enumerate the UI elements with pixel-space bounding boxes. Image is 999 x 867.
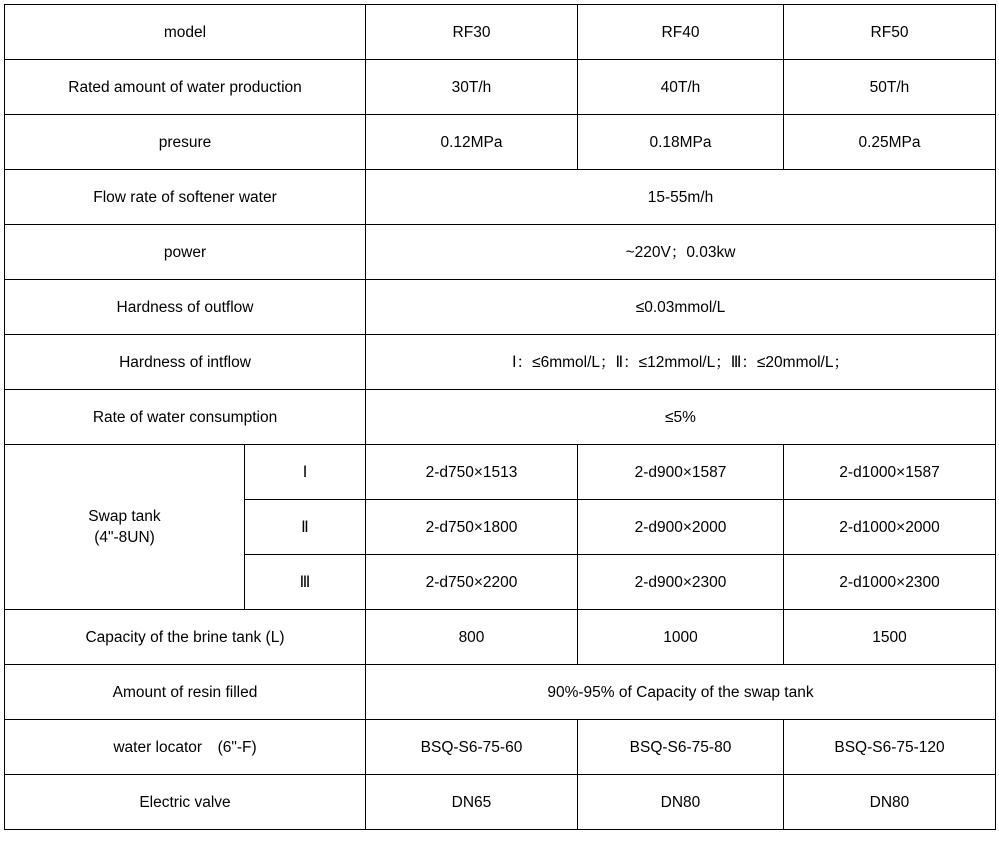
row-label-cell: Electric valve <box>5 775 366 830</box>
row-label-cell: water locator (6"-F) <box>5 720 366 775</box>
model-header-cell: RF40 <box>578 5 784 60</box>
row-label-cell: presure <box>5 115 366 170</box>
value-cell: BSQ-S6-75-60 <box>366 720 578 775</box>
value-cell: 0.18MPa <box>578 115 784 170</box>
value-cell: 2-d1000×1587 <box>784 445 996 500</box>
merged-value-cell: ~220V；0.03kw <box>366 225 996 280</box>
row-label-cell: Rated amount of water production <box>5 60 366 115</box>
value-cell: DN65 <box>366 775 578 830</box>
row-label-cell: power <box>5 225 366 280</box>
table-row <box>5 775 996 830</box>
value-cell: 50T/h <box>784 60 996 115</box>
row-label-cell: Capacity of the brine tank (L) <box>5 610 366 665</box>
row-label-cell: Rate of water consumption <box>5 390 366 445</box>
header-label-cell: model <box>5 5 366 60</box>
swap-tank-label: Swap tank <box>88 508 161 525</box>
table-row <box>5 225 996 280</box>
value-cell: BSQ-S6-75-120 <box>784 720 996 775</box>
model-header-cell: RF50 <box>784 5 996 60</box>
value-cell: 2-d900×2000 <box>578 500 784 555</box>
value-cell: 2-d900×2300 <box>578 555 784 610</box>
grade-cell: Ⅱ <box>245 500 366 555</box>
value-cell: 30T/h <box>366 60 578 115</box>
value-cell: DN80 <box>784 775 996 830</box>
value-cell: 1000 <box>578 610 784 665</box>
table-row <box>5 60 996 115</box>
grade-cell: Ⅲ <box>245 555 366 610</box>
grade-cell: Ⅰ <box>245 445 366 500</box>
model-header-cell: RF30 <box>366 5 578 60</box>
value-cell: DN80 <box>578 775 784 830</box>
table-row <box>5 445 996 500</box>
value-cell: 1500 <box>784 610 996 665</box>
row-label-cell: Hardness of outflow <box>5 280 366 335</box>
value-cell: 0.25MPa <box>784 115 996 170</box>
table-row <box>5 720 996 775</box>
value-cell: 2-d1000×2000 <box>784 500 996 555</box>
value-cell: 40T/h <box>578 60 784 115</box>
value-cell: 2-d900×1587 <box>578 445 784 500</box>
value-cell: 0.12MPa <box>366 115 578 170</box>
merged-value-cell: ≤0.03mmol/L <box>366 280 996 335</box>
table-row <box>5 390 996 445</box>
specification-table <box>4 4 996 830</box>
merged-value-cell: 90%-95% of Capacity of the swap tank <box>366 665 996 720</box>
row-label-cell: Flow rate of softener water <box>5 170 366 225</box>
merged-value-cell: ≤5% <box>366 390 996 445</box>
value-cell: 800 <box>366 610 578 665</box>
merged-value-cell: Ⅰ：≤6mmol/L；Ⅱ：≤12mmol/L；Ⅲ：≤20mmol/L； <box>366 335 996 390</box>
swap-tank-thread: (4"-8UN) <box>94 529 155 546</box>
value-cell: 2-d750×1513 <box>366 445 578 500</box>
table-row <box>5 665 996 720</box>
table-row <box>5 335 996 390</box>
value-cell: 2-d750×1800 <box>366 500 578 555</box>
value-cell: BSQ-S6-75-80 <box>578 720 784 775</box>
value-cell: 2-d750×2200 <box>366 555 578 610</box>
table-row <box>5 610 996 665</box>
value-cell: 2-d1000×2300 <box>784 555 996 610</box>
row-label-cell: Hardness of intflow <box>5 335 366 390</box>
merged-value-cell: 15-55m/h <box>366 170 996 225</box>
row-label-cell: Amount of resin filled <box>5 665 366 720</box>
table-row <box>5 5 996 60</box>
table-row <box>5 280 996 335</box>
table-row <box>5 115 996 170</box>
table-row <box>5 170 996 225</box>
swap-tank-label-cell <box>5 445 245 610</box>
